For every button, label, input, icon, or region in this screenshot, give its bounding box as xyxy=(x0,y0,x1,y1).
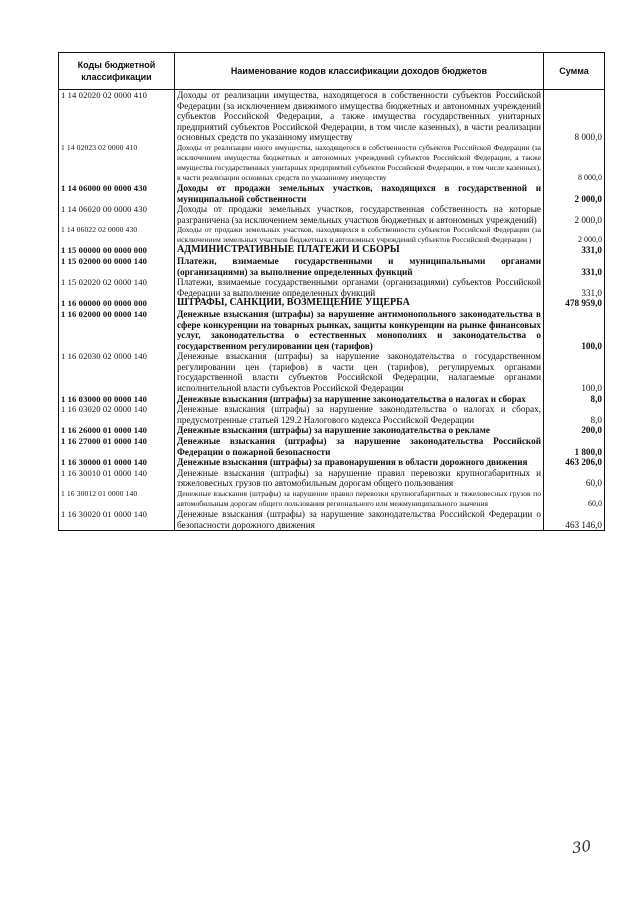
row-sum: 8 000,0 xyxy=(544,143,605,183)
table-row xyxy=(59,425,605,436)
row-name: Доходы от реализации иного имущества, находящегося в собственности субъектов Российской Федерации (за исключением имущества бюджетных и автономных учреждений субъектов Российской Федерации, а также имущества государственных унитарных предприятий субъектов Российской Федерации, в том числе казенных), в части реализации основных средств по указанному имуществу xyxy=(175,143,544,183)
row-code: 1 16 26000 01 0000 140 xyxy=(59,425,175,436)
row-sum: 8 000,0 xyxy=(544,90,605,143)
row-code: 1 15 02000 00 0000 140 xyxy=(59,256,175,277)
table-row xyxy=(59,509,605,531)
header-name: Наименование кодов классификации доходов бюджетов xyxy=(175,53,544,90)
table-row xyxy=(59,468,605,489)
row-code: 1 14 06022 02 0000 430 xyxy=(59,225,175,245)
row-name: Доходы от продажи земельных участков, находящихся в собственности субъектов Российской Федерации (за исключением земельных участков бюджетных и автономных учреждений субъектов Российской Федерации ) xyxy=(175,225,544,245)
row-sum: 1 800,0 xyxy=(544,436,605,457)
row-sum: 200,0 xyxy=(544,425,605,436)
row-sum: 100,0 xyxy=(544,351,605,393)
row-code: 1 16 03000 00 0000 140 xyxy=(59,394,175,405)
table-row xyxy=(59,309,605,351)
table-row xyxy=(59,457,605,468)
row-code: 1 14 02023 02 0000 410 xyxy=(59,143,175,183)
row-code: 1 16 00000 00 0000 000 xyxy=(59,298,175,309)
table-row xyxy=(59,436,605,457)
row-sum: 331,0 xyxy=(544,256,605,277)
header-codes: Коды бюджетной классификации xyxy=(59,53,175,90)
row-name: Денежные взыскания (штрафы) за нарушение законодательства о государственном регулировании цен (тарифов) в части цен (тарифов), регулируемых органами государственной власти субъектов Российской Федерации, налагаемые органами исполнительной власти субъектов Российской Федерации xyxy=(175,351,544,393)
row-code: 1 16 30020 01 0000 140 xyxy=(59,509,175,531)
row-name: Денежные взыскания (штрафы) за нарушение антимонопольного законодательства в сфере конкуренции на товарных рынках, защиты конкуренции на рынке финансовых услуг, законодательства о естественных монополиях и законодательства о государственном регулировании цен (тарифов) xyxy=(175,309,544,351)
row-name: ШТРАФЫ, САНКЦИИ, ВОЗМЕЩЕНИЕ УЩЕРБА xyxy=(175,298,544,309)
row-name: Денежные взыскания (штрафы) за нарушение законодательства Российской Федерации о пожарной безопасности xyxy=(175,436,544,457)
budget-classification-table xyxy=(58,52,605,531)
table-header-row xyxy=(59,53,605,90)
document-page xyxy=(58,52,604,531)
row-sum: 2 000,0 xyxy=(544,225,605,245)
row-code: 1 14 06000 00 0000 430 xyxy=(59,183,175,204)
row-code: 1 16 02030 02 0000 140 xyxy=(59,351,175,393)
table-row xyxy=(59,90,605,143)
row-code: 1 14 02020 02 0000 410 xyxy=(59,90,175,143)
row-name: Денежные взыскания (штрафы) за нарушение законодательства о налогах и сборах, предусмотренные статьей 129.2 Налогового кодекса Российской Федерации xyxy=(175,404,544,425)
row-sum: 60,0 xyxy=(544,489,605,509)
row-name: Платежи, взимаемые государственными и муниципальными органами (организациями) за выполнение определенных функций xyxy=(175,256,544,277)
row-sum: 478 959,0 xyxy=(544,298,605,309)
row-name: Денежные взыскания (штрафы) за правонарушения в области дорожного движения xyxy=(175,457,544,468)
row-sum: 463 206,0 xyxy=(544,457,605,468)
table-row xyxy=(59,204,605,225)
row-sum: 2 000,0 xyxy=(544,183,605,204)
row-sum: 331,0 xyxy=(544,277,605,298)
table-row xyxy=(59,256,605,277)
table-row xyxy=(59,351,605,393)
row-name: Денежные взыскания (штрафы) за нарушение правил перевозки крупногабаритных и тяжеловесных грузов по автомобильным дорогам общего пользования xyxy=(175,468,544,489)
row-name: Доходы от продажи земельных участков, находящихся в государственной и муниципальной собственности xyxy=(175,183,544,204)
row-name: АДМИНИСТРАТИВНЫЕ ПЛАТЕЖИ И СБОРЫ xyxy=(175,245,544,256)
row-name: Денежные взыскания (штрафы) за нарушение законодательства о рекламе xyxy=(175,425,544,436)
row-code: 1 16 30010 01 0000 140 xyxy=(59,468,175,489)
row-code: 1 15 02020 02 0000 140 xyxy=(59,277,175,298)
row-name: Доходы от продажи земельных участков, государственная собственность на которые разграничена (за исключением земельных участков бюджетных и автономных учреждений) xyxy=(175,204,544,225)
row-code: 1 15 00000 00 0000 000 xyxy=(59,245,175,256)
row-name: Денежные взыскания (штрафы) за нарушение правил перевозки крупногабаритных и тяжеловесных грузов по автомобильным дорогам общего пользования регионального или межмуниципального значения xyxy=(175,489,544,509)
table-row xyxy=(59,404,605,425)
row-code: 1 16 30000 01 0000 140 xyxy=(59,457,175,468)
table-row xyxy=(59,183,605,204)
row-name: Платежи, взимаемые государственными органами (организациями) субъектов Российской Федерации за выполнение определенных функций xyxy=(175,277,544,298)
table-row xyxy=(59,277,605,298)
header-sum: Сумма xyxy=(544,53,605,90)
row-code: 1 16 27000 01 0000 140 xyxy=(59,436,175,457)
row-name: Доходы от реализации имущества, находящегося в собственности субъектов Российской Федерации (за исключением движимого имущества бюджетных и автономных учреждений субъектов Российской Федерации, а также имущества государственных унитарных предприятий субъектов Российской Федерации, в том числе казенных), в части реализации основных средств по указанному имуществу xyxy=(175,90,544,143)
row-code: 1 16 02000 00 0000 140 xyxy=(59,309,175,351)
row-sum: 463 146,0 xyxy=(544,509,605,531)
row-code: 1 16 03020 02 0000 140 xyxy=(59,404,175,425)
row-name: Денежные взыскания (штрафы) за нарушение законодательства Российской Федерации о безопасности дорожного движения xyxy=(175,509,544,531)
page-number: 30 xyxy=(570,836,593,858)
row-sum: 8,0 xyxy=(544,394,605,405)
table-row xyxy=(59,298,605,309)
row-code: 1 16 30012 01 0000 140 xyxy=(59,489,175,509)
table-row xyxy=(59,394,605,405)
row-sum: 100,0 xyxy=(544,309,605,351)
row-sum: 331,0 xyxy=(544,245,605,256)
table-row xyxy=(59,245,605,256)
table-row xyxy=(59,225,605,245)
row-sum: 8,0 xyxy=(544,404,605,425)
row-sum: 60,0 xyxy=(544,468,605,489)
row-sum: 2 000,0 xyxy=(544,204,605,225)
table-row xyxy=(59,489,605,509)
row-code: 1 14 06020 00 0000 430 xyxy=(59,204,175,225)
row-name: Денежные взыскания (штрафы) за нарушение законодательства о налогах и сборах xyxy=(175,394,544,405)
table-row xyxy=(59,143,605,183)
